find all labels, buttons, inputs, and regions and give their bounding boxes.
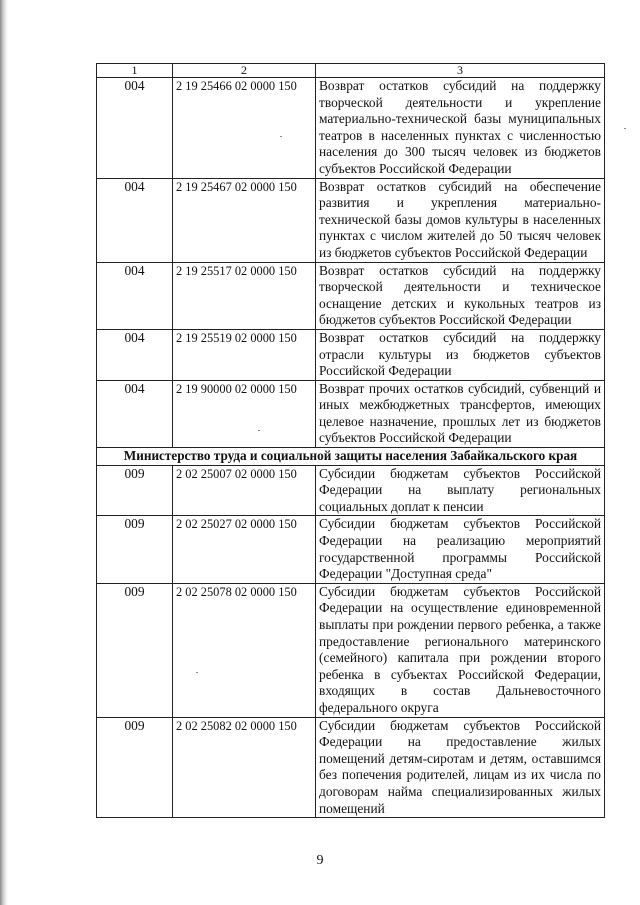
description-cell: Субсидии бюджетам субъектов Российской Федерации на осуществление единовременной выплаты при рождении первого ребенка, а также предоставление регионального материнского (семейного) капитала при рождении второго ребенка в субъектах Российской Федерации, входящих в состав Дальневосточного федерального округа: [316, 583, 605, 717]
admin-code-cell: 004: [97, 178, 173, 262]
admin-code-cell: 004: [97, 380, 173, 447]
table-row: [97, 329, 605, 380]
budget-code-cell: 2 02 25007 02 0000 150: [173, 465, 316, 516]
column-header-admin: 1: [97, 64, 173, 78]
budget-code-cell: 2 19 25466 02 0000 150: [173, 78, 316, 179]
table-row: [97, 717, 605, 818]
budget-code-cell: 2 19 25519 02 0000 150: [173, 329, 316, 380]
description-cell: Возврат остатков субсидий на поддержку отрасли культуры из бюджетов субъектов Российской Федерации: [316, 329, 605, 380]
admin-code-cell: 004: [97, 329, 173, 380]
ministry-section-title: Министерство труда и социальной защиты населения Забайкальского края: [97, 448, 605, 466]
budget-code-cell: 2 02 25082 02 0000 150: [173, 717, 316, 818]
budget-code-cell: 2 19 90000 02 0000 150: [173, 380, 316, 447]
table-row: [97, 262, 605, 329]
column-header-name: 3: [316, 64, 605, 78]
admin-code-cell: 004: [97, 78, 173, 179]
budget-code-cell: 2 02 25078 02 0000 150: [173, 583, 316, 717]
scan-speck: [196, 672, 198, 673]
description-cell: Субсидии бюджетам субъектов Российской Федерации на предоставление жилых помещений детям-сиротам и детям, оставшимся без попечения родителей, лицам из их числа по договорам найма специализированных жилых помещений: [316, 717, 605, 818]
description-cell: Субсидии бюджетам субъектов Российской Федерации на выплату региональных социальных доплат к пенсии: [316, 465, 605, 516]
budget-code-cell: 2 19 25517 02 0000 150: [173, 262, 316, 329]
section-header-row: [97, 448, 605, 466]
budget-code-cell: 2 02 25027 02 0000 150: [173, 516, 316, 583]
description-cell: Возврат остатков субсидий на поддержку творческой деятельности и техническое оснащение детских и кукольных театров из бюджетов субъектов Российской Федерации: [316, 262, 605, 329]
admin-code-cell: 009: [97, 516, 173, 583]
table-row: [97, 465, 605, 516]
table-row: [97, 380, 605, 447]
page-number: 9: [316, 853, 324, 868]
table-header-row: [97, 64, 605, 78]
admin-code-cell: 004: [97, 262, 173, 329]
admin-code-cell: 009: [97, 717, 173, 818]
scan-speck: [258, 430, 260, 431]
admin-code-cell: 009: [97, 465, 173, 516]
table-row: [97, 516, 605, 583]
budget-classification-table: [96, 63, 605, 818]
table-row: [97, 78, 605, 179]
scan-page-edge: [0, 0, 8, 905]
description-cell: Возврат остатков субсидий на обеспечение развития и укрепления материально-технической базы домов культуры в населенных пунктах с числом жителей до 50 тысяч человек из бюджетов субъектов Российской Федерации: [316, 178, 605, 262]
budget-code-cell: 2 19 25467 02 0000 150: [173, 178, 316, 262]
scan-speck: [624, 128, 626, 129]
table-row: [97, 583, 605, 717]
description-cell: Субсидии бюджетам субъектов Российской Федерации на реализацию мероприятий государственной программы Российской Федерации "Доступная среда": [316, 516, 605, 583]
admin-code-cell: 009: [97, 583, 173, 717]
scan-speck: [280, 136, 282, 137]
table-row: [97, 178, 605, 262]
column-header-code: 2: [173, 64, 316, 78]
description-cell: Возврат остатков субсидий на поддержку творческой деятельности и укрепление материально-технической базы муниципальных театров в населенных пунктах с численностью населения до 300 тысяч человек из бюджетов субъектов Российской Федерации: [316, 78, 605, 179]
description-cell: Возврат прочих остатков субсидий, субвенций и иных межбюджетных трансфертов, имеющих целевое назначение, прошлых лет из бюджетов субъектов Российской Федерации: [316, 380, 605, 447]
